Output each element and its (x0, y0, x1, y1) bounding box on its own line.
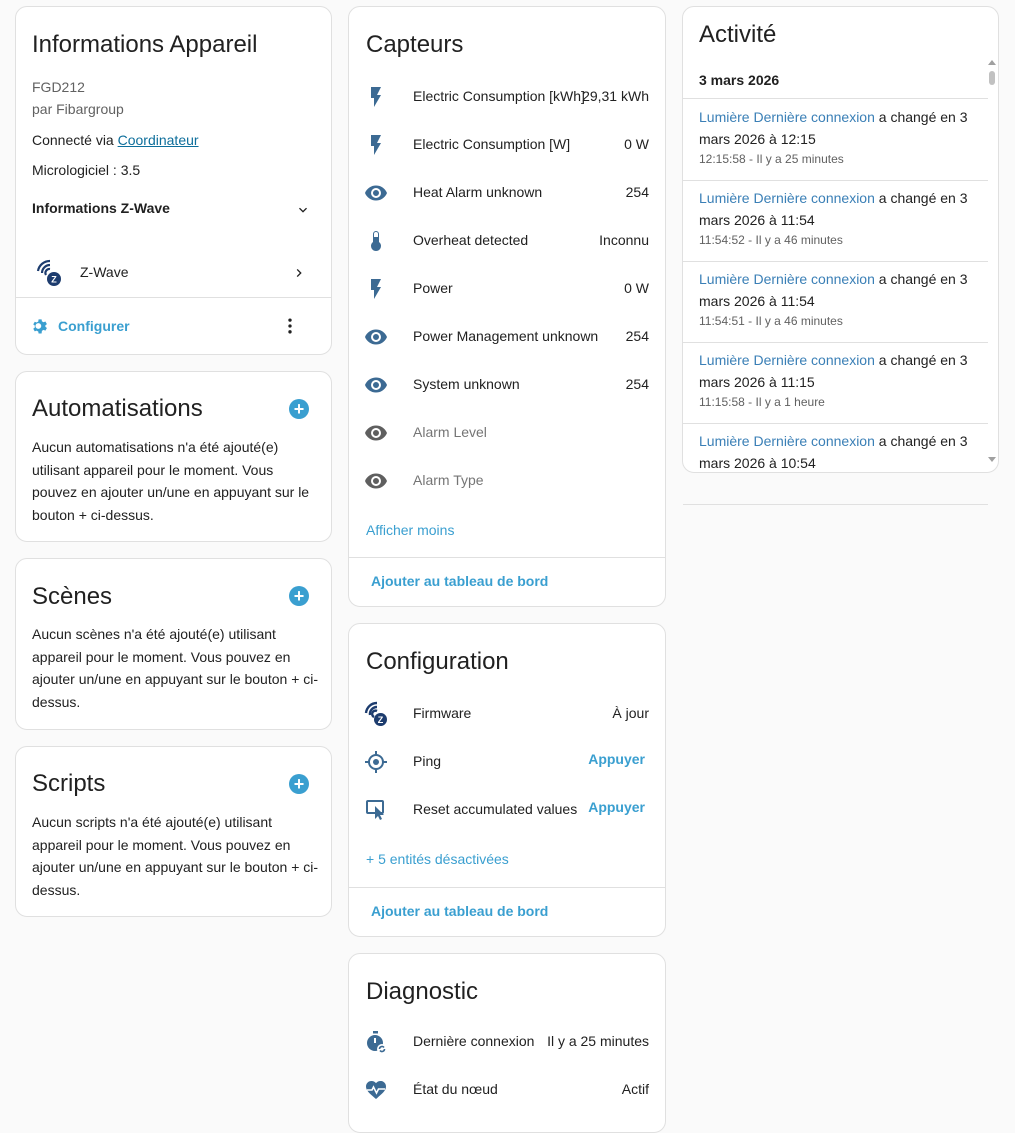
add-scene-button[interactable]: + (289, 586, 309, 606)
entity-state: 254 (625, 184, 649, 200)
logbook-change-text: a changé en 3 mars 2026 à 10:54 (699, 433, 968, 471)
scroll-down-arrow-icon (988, 457, 996, 463)
entity-state: 29,31 kWh (582, 88, 649, 104)
logbook-timestamp: 11:54:51 - Il y a 46 minutes (699, 314, 843, 328)
configuration-card (348, 623, 666, 937)
sensors-card (348, 6, 666, 607)
logbook-message (699, 349, 979, 393)
scroll-up-arrow-icon (988, 59, 996, 65)
logbook-timestamp: 12:15:58 - Il y a 25 minutes (699, 152, 844, 166)
eye-icon (363, 373, 389, 397)
entity-name: Electric Consumption [W] (413, 136, 571, 152)
logbook-entity-link[interactable]: Lumière Dernière connexion (699, 109, 875, 125)
entity-name: Reset accumulated values (413, 801, 578, 817)
entity-row[interactable] (349, 1066, 665, 1114)
more-vertical-icon[interactable] (280, 316, 300, 336)
entity-name: Power (413, 280, 453, 296)
entity-row[interactable] (349, 409, 665, 457)
activity-scrollbar[interactable] (988, 59, 996, 463)
zwave-integration-row[interactable] (16, 253, 331, 293)
scenes-title: Scènes (32, 583, 113, 610)
logbook-change-text: a changé en 3 mars 2026 à 11:54 (699, 271, 968, 309)
logbook-message (699, 430, 979, 474)
automations-empty-text: Aucun automatisations n'a été ajouté(e) utilisant appareil pour le moment. Vous pouvez en ajouter un/une en appuyant sur le bouton + ci-dessus. (32, 439, 310, 523)
flash-icon (363, 133, 389, 157)
timer-sync-icon (363, 1030, 389, 1054)
entity-row[interactable] (349, 738, 665, 786)
firmware-version: Micrologiciel : 3.5 (32, 162, 141, 178)
zwave-info-toggle[interactable] (32, 200, 315, 220)
connected-via-label: Connecté via (32, 132, 118, 148)
press-button[interactable]: Appuyer (588, 799, 645, 815)
entity-row[interactable] (349, 121, 665, 169)
entity-state: 0 W (624, 280, 649, 296)
entity-name: Dernière connexion (413, 1033, 535, 1049)
logbook-change-text: a changé en 3 mars 2026 à 12:15 (699, 109, 968, 147)
entity-name: Alarm Type (413, 472, 484, 488)
diagnostic-title: Diagnostic (366, 978, 479, 1005)
scenes-empty-text: Aucun scènes n'a été ajouté(e) utilisant appareil pour le moment. Vous pouvez en ajouter un/une en appuyant sur le bouton + ci-dessus. (32, 626, 319, 710)
scenes-card (15, 558, 332, 730)
gesture-tap-icon (363, 798, 389, 822)
entity-row[interactable] (349, 1018, 665, 1066)
zwave-icon (363, 702, 389, 726)
svg-text:Z: Z (377, 715, 384, 725)
logbook-entry (683, 424, 988, 505)
logbook-change-text: a changé en 3 mars 2026 à 11:15 (699, 352, 968, 390)
eye-icon (363, 469, 389, 493)
entity-row[interactable] (349, 217, 665, 265)
eye-icon (363, 181, 389, 205)
entity-row[interactable] (349, 457, 665, 505)
entity-state: Actif (621, 1081, 649, 1097)
add-automation-button[interactable]: + (289, 399, 309, 419)
scripts-card (15, 746, 332, 917)
entity-row[interactable] (349, 690, 665, 738)
activity-card (682, 6, 999, 473)
activity-title: Activité (699, 21, 777, 48)
add-to-dashboard-button[interactable]: Ajouter au tableau de bord (371, 903, 549, 919)
logbook-entry (683, 262, 988, 343)
automations-title: Automatisations (32, 395, 203, 422)
entity-state: 254 (625, 376, 649, 392)
coordinator-link[interactable]: Coordinateur (117, 132, 199, 148)
configuration-title: Configuration (366, 648, 509, 675)
zwave-icon (35, 259, 63, 287)
entity-name: Power Management unknown (413, 328, 599, 344)
zwave-info-label: Informations Z-Wave (32, 200, 170, 216)
connected-via (32, 132, 199, 148)
svg-text:Z: Z (51, 274, 57, 285)
entity-row[interactable] (349, 786, 665, 834)
logbook-entry (683, 181, 988, 262)
eye-icon (363, 325, 389, 349)
diagnostic-card (348, 953, 666, 1133)
sensors-title: Capteurs (366, 31, 464, 58)
heart-pulse-icon (363, 1078, 389, 1102)
entity-name: Overheat detected (413, 232, 529, 248)
entity-name: Electric Consumption [kWh] (413, 88, 585, 104)
add-to-dashboard-button[interactable]: Ajouter au tableau de bord (371, 573, 549, 589)
show-less-link[interactable]: Afficher moins (366, 522, 455, 538)
eye-icon (363, 421, 389, 445)
entity-state: Inconnu (599, 232, 649, 248)
device-model: FGD212 (32, 79, 85, 95)
flash-icon (363, 277, 389, 301)
logbook-entity-link[interactable]: Lumière Dernière connexion (699, 271, 875, 287)
configure-button[interactable] (30, 315, 150, 337)
logbook-timestamp: 11:54:52 - Il y a 46 minutes (699, 233, 843, 247)
divider (683, 98, 988, 99)
entity-row[interactable] (349, 73, 665, 121)
entity-name: Ping (413, 753, 442, 769)
zwave-integration-label: Z-Wave (80, 264, 129, 280)
divider (349, 557, 665, 558)
divider (16, 297, 331, 298)
chevron-down-icon (295, 202, 311, 218)
divider (349, 887, 665, 888)
entity-state: 0 W (624, 136, 649, 152)
entity-name: État du nœud (413, 1081, 498, 1097)
gear-icon (30, 316, 50, 336)
crosshairs-icon (363, 750, 389, 774)
logbook-change-text: a changé en 3 mars 2026 à 11:54 (699, 190, 968, 228)
entity-state: Il y a 25 minutes (547, 1033, 649, 1049)
logbook-entry (683, 343, 988, 424)
entity-state: 254 (625, 328, 649, 344)
chevron-right-icon (291, 265, 307, 281)
flash-icon (363, 85, 389, 109)
configure-label: Configurer (58, 318, 130, 334)
logbook-timestamp: 11:15:58 - Il y a 1 heure (699, 395, 825, 409)
activity-date: 3 mars 2026 (699, 72, 780, 88)
logbook-entry (683, 100, 988, 181)
logbook-entity-link[interactable]: Lumière Dernière connexion (699, 433, 875, 449)
scripts-empty-text: Aucun scripts n'a été ajouté(e) utilisant appareil pour le moment. Vous pouvez en ajouter un/une en appuyant sur le bouton + ci-dessus. (32, 814, 319, 898)
device-info-title: Informations Appareil (32, 31, 258, 58)
entity-row[interactable] (349, 169, 665, 217)
automations-card (15, 371, 332, 542)
entity-name: Firmware (413, 705, 472, 721)
scrollbar-thumb[interactable] (989, 71, 995, 85)
entity-name: Alarm Level (413, 424, 487, 440)
entity-row[interactable] (349, 265, 665, 313)
add-script-button[interactable]: + (289, 774, 309, 794)
entity-row[interactable] (349, 361, 665, 409)
device-info-card (15, 6, 332, 355)
entity-name: System unknown (413, 376, 520, 392)
logbook-entity-link[interactable]: Lumière Dernière connexion (699, 190, 875, 206)
press-button[interactable]: Appuyer (588, 751, 645, 767)
logbook-message (699, 187, 979, 231)
logbook-message (699, 268, 979, 312)
device-manufacturer: par Fibargroup (32, 101, 124, 117)
thermometer-icon (363, 229, 389, 253)
logbook-entity-link[interactable]: Lumière Dernière connexion (699, 352, 875, 368)
entity-state: À jour (612, 705, 649, 721)
logbook-message (699, 106, 979, 150)
disabled-entities-link[interactable]: + 5 entités désactivées (366, 851, 509, 867)
entity-row[interactable] (349, 313, 665, 361)
entity-name: Heat Alarm unknown (413, 184, 543, 200)
scripts-title: Scripts (32, 770, 106, 797)
